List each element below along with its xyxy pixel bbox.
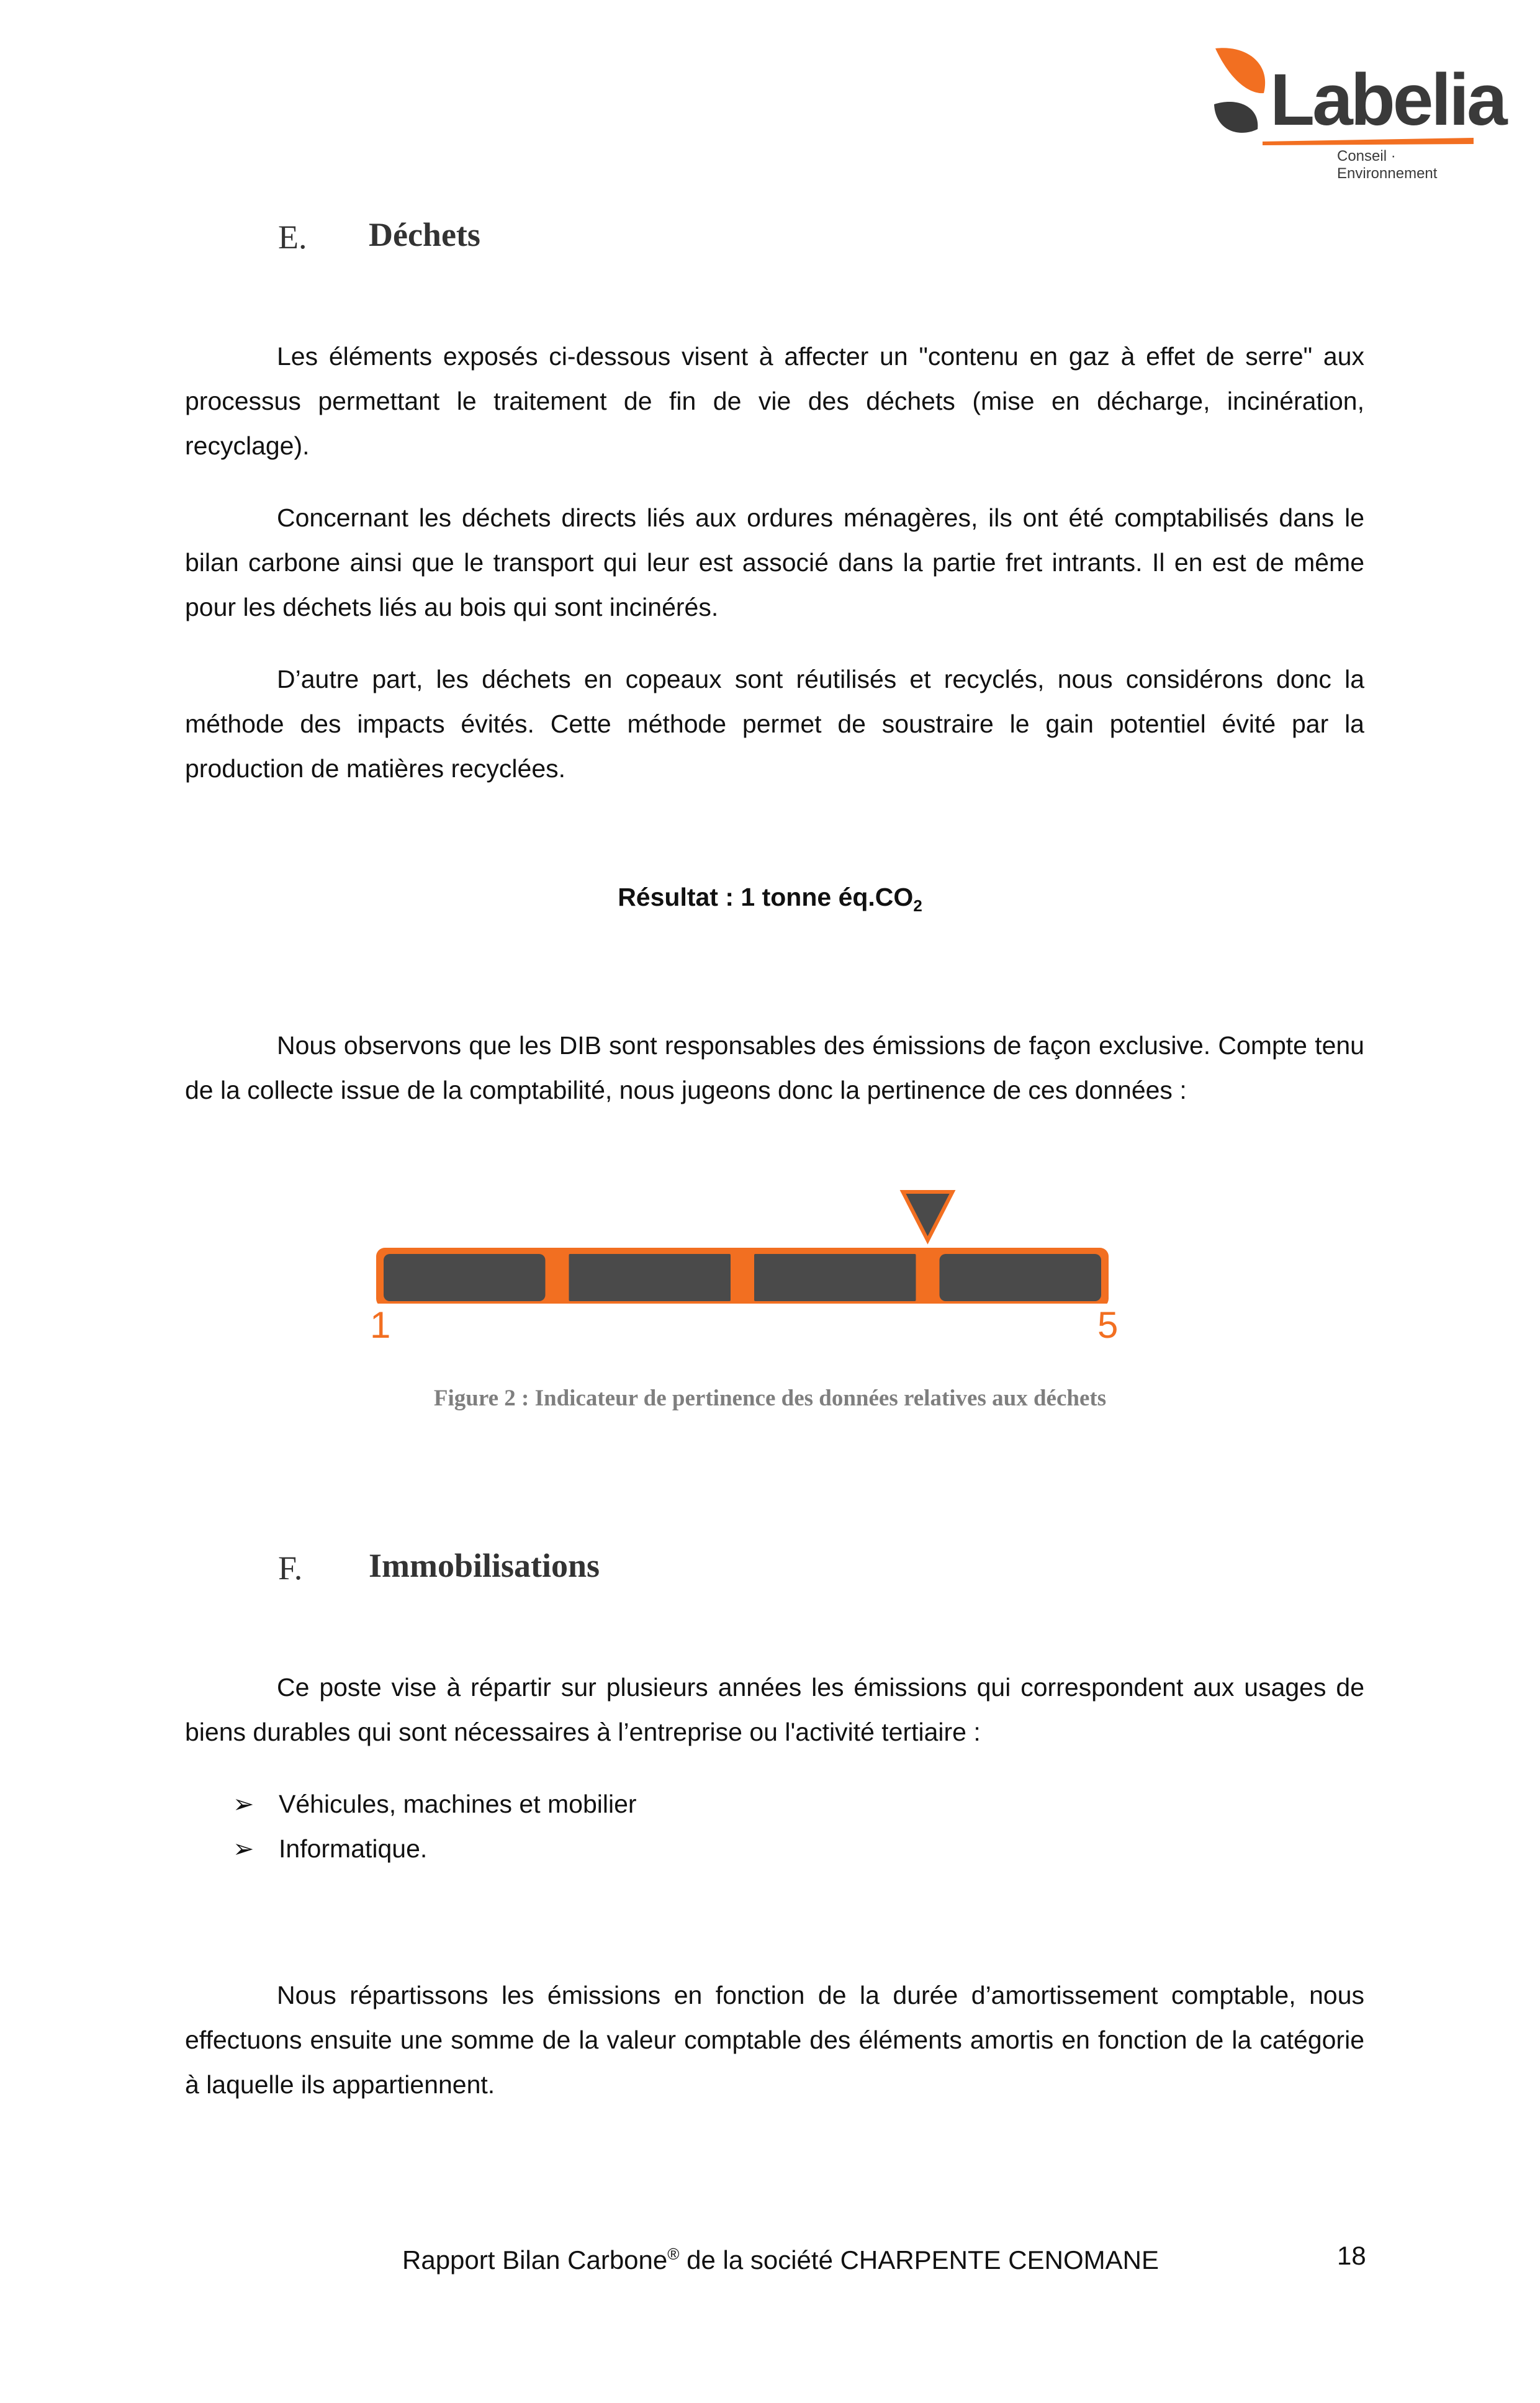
- logo-underline: [1263, 137, 1474, 147]
- list-item: [233, 1826, 427, 1871]
- list-item: [233, 1782, 637, 1826]
- relevance-indicator: [370, 1186, 1119, 1372]
- butterfly-logo-icon: [1203, 45, 1277, 150]
- result-line: [0, 883, 1540, 916]
- page-footer: [402, 2245, 1159, 2275]
- logo-tagline: Conseil · Environnement: [1337, 148, 1438, 182]
- labelia-logo: [1203, 45, 1505, 182]
- footer-text-before: Rapport Bilan Carbone: [402, 2245, 668, 2275]
- footer-text-after: de la société CHARPENTE CENOMANE: [679, 2245, 1159, 2275]
- result-subscript: 2: [913, 896, 922, 916]
- section-e-letter: E.: [278, 219, 307, 256]
- indicator-segment: [384, 1254, 546, 1301]
- observation-paragraph: Nous observons que les DIB sont responsables des émissions de façon exclusive. Compte tenu de la collecte issue de la comptabilité, nous jugeons donc la pertinence de ces données :: [185, 1031, 1364, 1104]
- section-f-intro: Ce poste vise à répartir sur plusieurs années les émissions qui correspondent aux usages de biens durables qui sont nécessaires à l’entreprise ou l'activité tertiaire :: [185, 1673, 1364, 1746]
- section-e-paragraph-1: Les éléments exposés ci-dessous visent à affecter un "contenu en gaz à effet de serre" aux processus permettant le traitement de fin de vie des déchets (mise en décharge, incinération, recyclage).: [185, 342, 1364, 460]
- list-item-text: Informatique.: [279, 1834, 428, 1863]
- indicator-min-label: 1: [370, 1304, 391, 1346]
- indicator-segment: [569, 1254, 731, 1301]
- section-e-paragraph-3: D’autre part, les déchets en copeaux sont réutilisés et recyclés, nous considérons donc la méthode des impacts évités. Cette méthode permet de soustraire le gain potentiel évité par la production de matières recyclées.: [185, 665, 1364, 783]
- indicator-max-label: 5: [1097, 1304, 1119, 1346]
- section-f-letter: F.: [278, 1549, 303, 1587]
- section-e-title: Déchets: [369, 216, 480, 253]
- indicator-segment: [754, 1254, 916, 1301]
- arrow-bullet-icon: ➢: [233, 1790, 254, 1818]
- section-f-title: Immobilisations: [369, 1547, 600, 1584]
- footer-registered-mark: ®: [667, 2245, 680, 2263]
- indicator-bar: [370, 1186, 1115, 1304]
- list-item-text: Véhicules, machines et mobilier: [279, 1790, 637, 1818]
- indicator-segment: [940, 1254, 1102, 1301]
- figure-caption: Figure 2 : Indicateur de pertinence des données relatives aux déchets: [433, 1386, 1107, 1411]
- indicator-marker-icon: [903, 1192, 953, 1240]
- section-e-paragraph-2: Concernant les déchets directs liés aux ordures ménagères, ils ont été comptabilisés dans le bilan carbone ainsi que le transport qui leur est associé dans la partie fret intrants. Il en est de même pour les déchets liés au bois qui sont incinérés.: [185, 503, 1364, 621]
- logo-wordmark: Labelia: [1270, 59, 1505, 141]
- page-number: 18: [1337, 2241, 1366, 2270]
- section-f-closing: Nous répartissons les émissions en fonction de la durée d’amortissement comptable, nous effectuons ensuite une somme de la valeur comptable des éléments amortis en fonction de la catégorie à laquelle ils appartiennent.: [185, 1981, 1364, 2099]
- arrow-bullet-icon: ➢: [233, 1834, 254, 1863]
- result-text: Résultat : 1 tonne éq.CO: [618, 883, 914, 911]
